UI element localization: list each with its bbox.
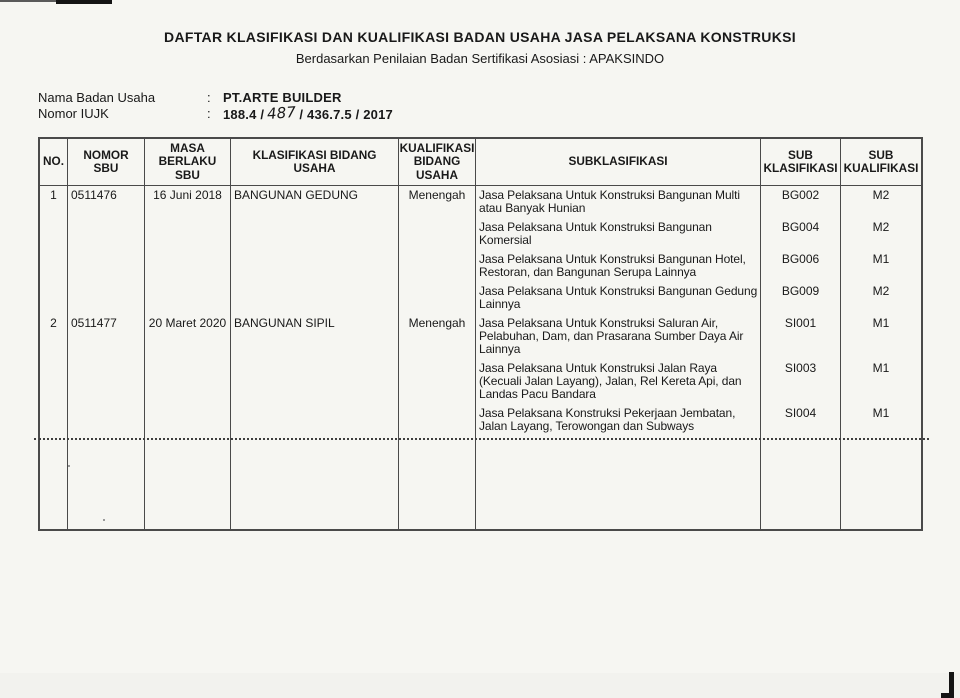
cell-sub-kualifikasi: M1 xyxy=(872,361,890,375)
header-sub-klasifikasi: SUB KLASIFIKASI xyxy=(761,139,841,186)
empty-cell xyxy=(841,436,921,529)
empty-cell xyxy=(145,436,231,529)
document-subtitle: Berdasarkan Penilaian Badan Sertifikasi Asosiasi : APAKSINDO xyxy=(295,51,665,66)
classification-table xyxy=(38,137,923,531)
cell-subklasifikasi: Jasa Pelaksana Untuk Konstruksi Bangunan Hotel, Restoran, dan Bangunan Serupa Lainnya xyxy=(476,250,761,282)
scan-artifact-bottom-right-foot xyxy=(941,693,954,698)
cell-subklasifikasi: Jasa Pelaksana Untuk Konstruksi Bangunan Gedung Lainnya xyxy=(476,282,761,314)
cell-klasifikasi: BANGUNAN SIPIL xyxy=(231,314,399,436)
empty-cell xyxy=(761,436,841,529)
header-no: NO. xyxy=(40,139,68,186)
cell-subklasifikasi: Jasa Pelaksana Konstruksi Pekerjaan Jembatan, Jalan Layang, Terowongan dan Subways xyxy=(476,404,761,436)
cell-sub-klasifikasi-kode: BG002 xyxy=(761,186,841,218)
cell-subklasifikasi: Jasa Pelaksana Untuk Konstruksi Jalan Raya (Kecuali Jalan Layang), Jalan, Rel Kereta Api, dan Landas Pacu Bandara xyxy=(476,359,761,404)
cell-nomor-sbu: 0511476 xyxy=(68,186,145,314)
cell-sub-klasifikasi-kode: SI003 xyxy=(761,359,841,404)
iujk-number-row xyxy=(38,103,393,124)
document-title: DAFTAR KLASIFIKASI DAN KUALIFIKASI BADAN USAHA JASA PELAKSANA KONSTRUKSI xyxy=(164,29,796,45)
empty-cell xyxy=(68,436,145,529)
cell-sub-klasifikasi-kode: SI004 xyxy=(761,404,841,436)
empty-cell xyxy=(399,436,476,529)
cell-sub-kualifikasi: M2 xyxy=(872,220,890,234)
iujk-number-prefix: 188.4 / xyxy=(223,107,265,122)
colon-separator: : xyxy=(207,90,211,105)
header-kualifikasi-bidang-usaha: KUALIFIKASI BIDANG USAHA xyxy=(399,139,476,186)
company-name-value: PT.ARTE BUILDER xyxy=(223,90,342,105)
cell-subklasifikasi: Jasa Pelaksana Untuk Konstruksi Saluran Air, Pelabuhan, Dam, dan Prasarana Sumber Daya Air Lainnya xyxy=(476,314,761,359)
iujk-number-label: Nomor IUJK xyxy=(38,106,109,121)
cell-klasifikasi: BANGUNAN GEDUNG xyxy=(231,186,399,314)
cell-sub-klasifikasi-kode: SI001 xyxy=(761,314,841,359)
cell-kualifikasi: Menengah xyxy=(399,314,476,436)
iujk-number-value xyxy=(223,103,393,124)
colon-separator: : xyxy=(207,106,211,121)
cell-sub-kualifikasi: M1 xyxy=(872,252,890,266)
cell-kualifikasi: Menengah xyxy=(399,186,476,314)
header-klasifikasi-bidang-usaha: KLASIFIKASI BIDANG USAHA xyxy=(231,139,399,186)
header-sub-kualifikasi: SUB KUALIFIKASI xyxy=(841,139,921,186)
cell-nomor-sbu: 0511477 xyxy=(68,314,145,436)
scan-artifact-top-left-dark xyxy=(56,0,112,4)
cell-sub-klasifikasi-kode: BG006 xyxy=(761,250,841,282)
company-name-row xyxy=(38,90,393,106)
cell-no: 2 xyxy=(40,314,68,436)
cell-subklasifikasi: Jasa Pelaksana Untuk Konstruksi Bangunan Komersial xyxy=(476,218,761,250)
cell-sub-kualifikasi: M1 xyxy=(872,406,890,420)
empty-cell xyxy=(231,436,399,529)
scan-shading-bottom xyxy=(0,673,960,698)
scan-artifact-top-left xyxy=(0,0,56,2)
iujk-number-suffix: / 436.7.5 / 2017 xyxy=(299,107,393,122)
company-info-block xyxy=(38,90,393,123)
cell-subklasifikasi: Jasa Pelaksana Untuk Konstruksi Bangunan Multi atau Banyak Hunian xyxy=(476,186,761,218)
cell-sub-kualifikasi: M2 xyxy=(872,188,890,202)
cell-no: 1 xyxy=(40,186,68,314)
empty-cell xyxy=(40,436,68,529)
dashed-separator-line xyxy=(34,438,929,440)
cell-sub-kualifikasi: M1 xyxy=(872,316,890,330)
cell-sub-klasifikasi-kode: BG004 xyxy=(761,218,841,250)
company-name-label: Nama Badan Usaha xyxy=(38,90,156,105)
header-nomor-sbu: NOMOR SBU xyxy=(68,139,145,186)
cell-masa-berlaku: 16 Juni 2018 xyxy=(145,186,231,314)
iujk-number-handwritten: 487 xyxy=(266,103,297,124)
cell-sub-kualifikasi: M2 xyxy=(872,284,890,298)
empty-cell xyxy=(476,436,761,529)
cell-masa-berlaku: 20 Maret 2020 xyxy=(145,314,231,436)
cell-sub-klasifikasi-kode: BG009 xyxy=(761,282,841,314)
header-masa-berlaku-sbu: MASA BERLAKU SBU xyxy=(145,139,231,186)
header-subklasifikasi: SUBKLASIFIKASI xyxy=(476,139,761,186)
